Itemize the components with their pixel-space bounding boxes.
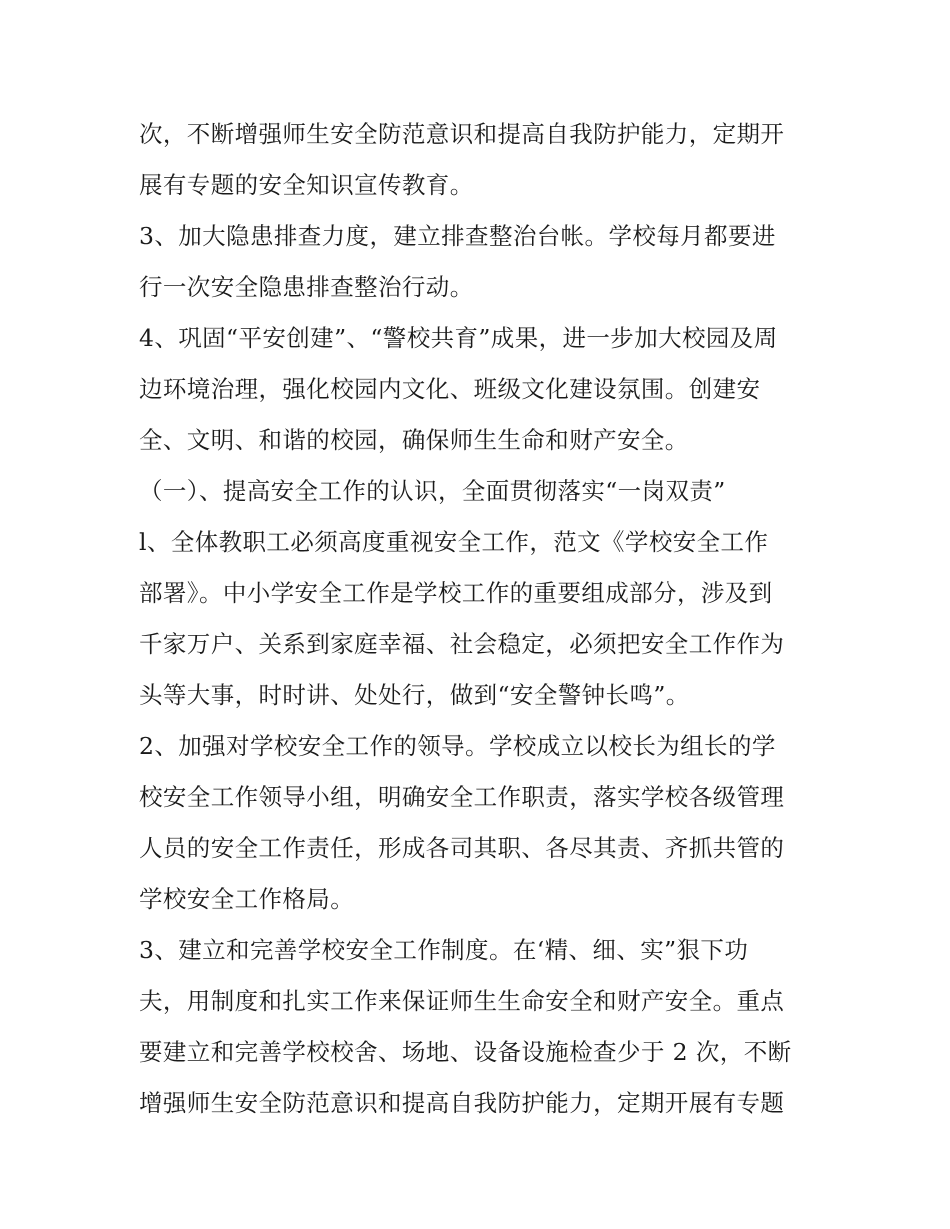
text-line: 部署》。中小学安全工作是学校工作的重要组成部分，涉及到 <box>139 579 773 607</box>
text-line: 3、建立和完善学校安全工作制度。在‘精、细、实”狠下功 <box>139 936 749 964</box>
text-line: 要建立和完善学校校舍、场地、设备设施检查少于 2 次，不断 <box>139 1038 792 1066</box>
section-heading: （一）、提高安全工作的认识，全面贯彻落实“一岗双责” <box>139 477 726 505</box>
text-line: 边环境治理，强化校园内文化、班级文化建设氛围。创建安 <box>139 375 761 403</box>
text-line: 头等大事，时时讲、处处行，做到“安全警钟长鸣”。 <box>139 681 690 709</box>
text-line: 展有专题的安全知识宣传教育。 <box>139 171 474 199</box>
text-line: 行一次安全隐患排查整治行动。 <box>139 273 474 301</box>
text-line: 校安全工作领导小组，明确安全工作职责，落实学校各级管理 <box>139 783 785 811</box>
text-line: 全、文明、和谐的校园，确保师生生命和财产安全。 <box>139 426 689 454</box>
text-line: 2、加强对学校安全工作的领导。学校成立以校长为组长的学 <box>139 732 776 760</box>
text-line: 学校安全工作格局。 <box>139 885 355 913</box>
text-line: 千家万户、关系到家庭幸福、社会稳定，必须把安全工作作为 <box>139 630 785 658</box>
text-line: 增强师生安全防范意识和提高自我防护能力，定期开展有专题 <box>139 1089 785 1117</box>
text-line: 人员的安全工作责任，形成各司其职、各尽其责、齐抓共管的 <box>139 834 785 862</box>
text-line: 次，不断增强师生安全防范意识和提高自我防护能力，定期开 <box>139 120 785 148</box>
text-line: 3、加大隐患排查力度，建立排查整治台帐。学校每月都要进 <box>139 222 776 250</box>
text-line: 夫，用制度和扎实工作来保证师生生命安全和财产安全。重点 <box>139 987 785 1015</box>
text-line: 4、巩固“平安创建”、“警校共育”成果，进一步加大校园及周 <box>139 324 778 352</box>
document-text <box>139 109 819 1129</box>
text-line: l、全体教职工必须高度重视安全工作，范文《学校安全工作 <box>139 528 769 556</box>
